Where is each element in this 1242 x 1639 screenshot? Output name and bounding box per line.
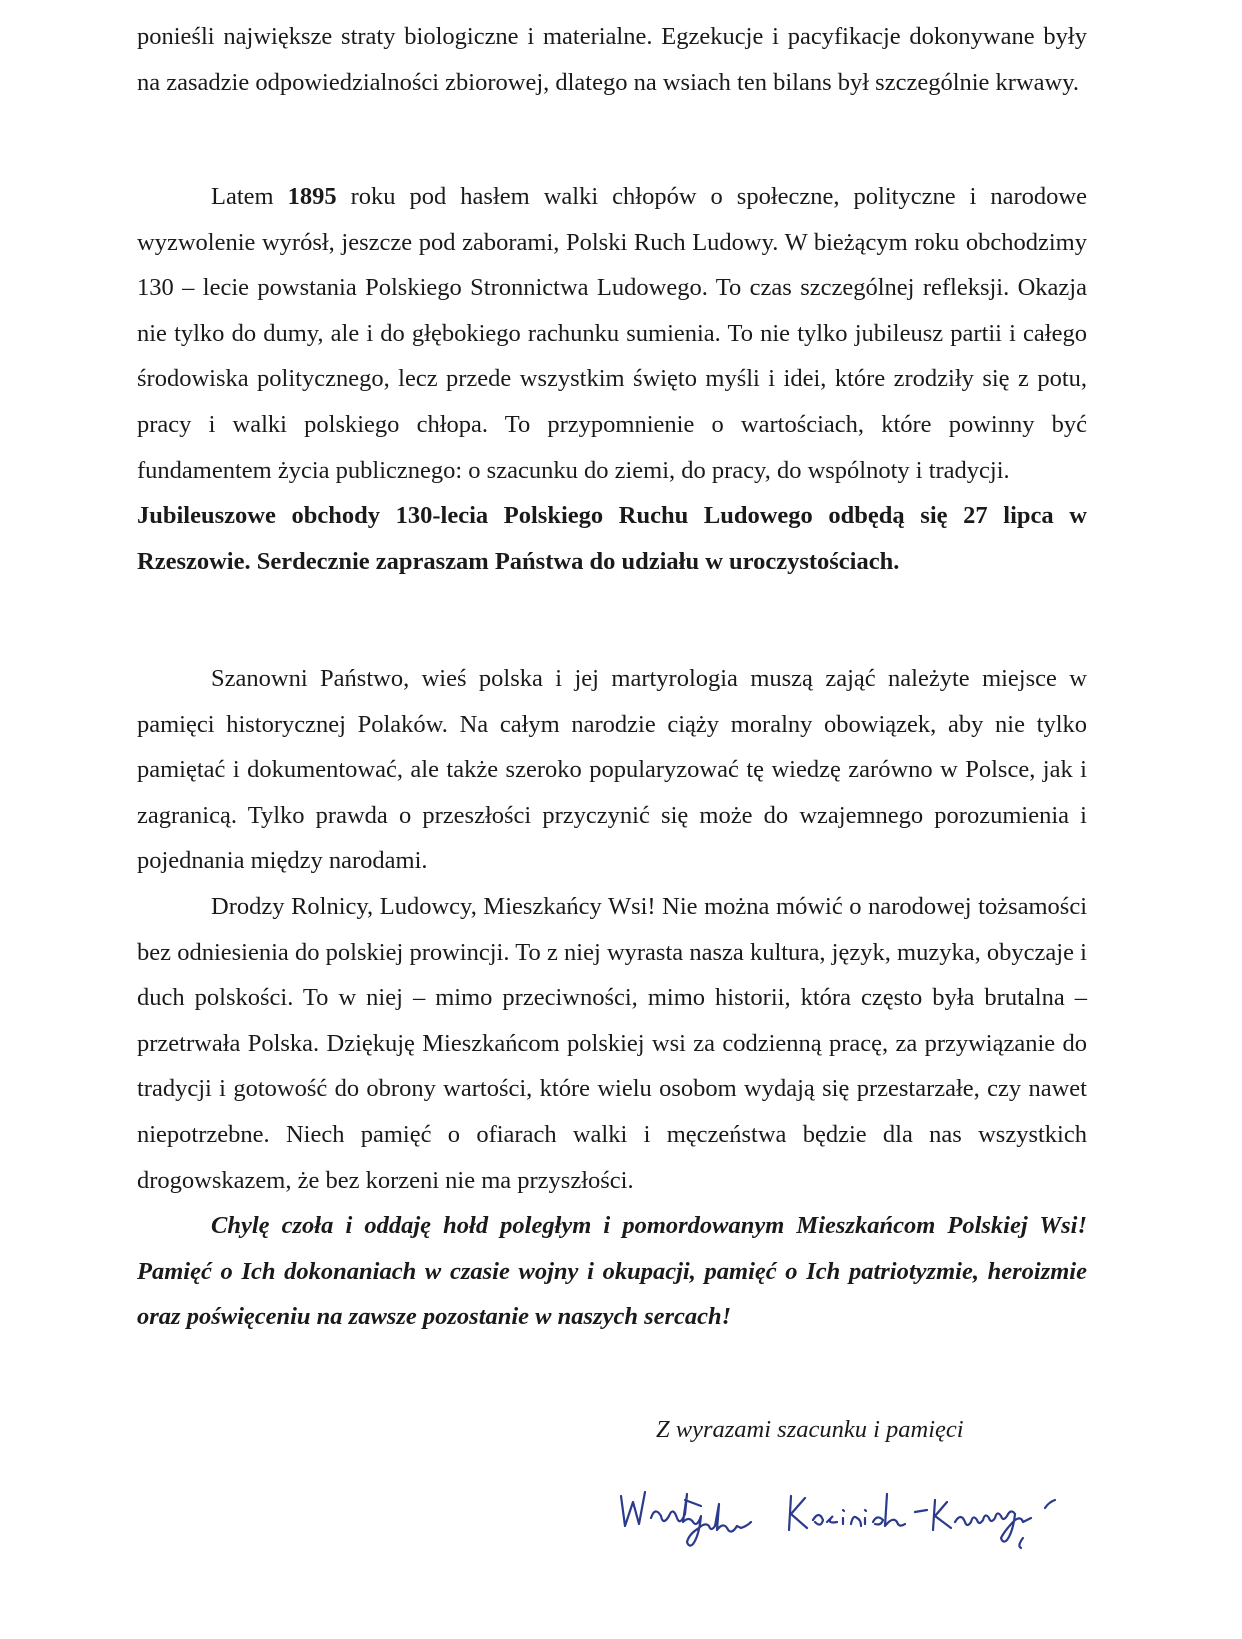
closing-formula: Z wyrazami szacunku i pamięci xyxy=(656,1416,964,1443)
paragraph-1 xyxy=(137,14,1087,105)
paragraph-2-body: roku pod hasłem walki chłopów o społeczne, polityczne i narodowe wyzwolenie wyrósł, jeszcze pod zaborami, Polski Ruch Ludowy. W bieżącym roku obchodzimy 130 – lecie powstania Polskiego Stronnictwa Ludowego. To czas szczególnej refleksji. Okazja nie tylko do dumy, ale i do głębokiego rachunku sumienia. To nie tylko jubileusz partii i całego środowiska politycznego, lecz przede wszystkim święto myśli i idei, które zrodziły się z potu, pracy i walki polskiego chłopa. To przypomnienie o wartościach, które powinny być fundamentem życia publicznego: o szacunku do ziemi, do pracy, do wspólnoty i tradycji. xyxy=(137,183,1087,484)
tribute-text: Chylę czoła i oddaję hołd poległym i pomordowanym Mieszkańcom Polskiej Wsi! Pamięć o Ich dokonaniach w czasie wojny i okupacji, pamięć o Ich patriotyzmie, heroizmie oraz poświęceniu na zawsze pozostanie w naszych sercach! xyxy=(137,1212,1087,1331)
paragraph-2-text xyxy=(137,174,1087,493)
handwritten-signature xyxy=(615,1478,1105,1558)
paragraph-3 xyxy=(137,656,1087,1340)
paragraph-2-year: 1895 xyxy=(287,183,337,210)
paragraph-1-text: ponieśli największe straty biologiczne i materialne. Egzekucje i pacyfikacje dokonywane były na zasadzie odpowiedzialności zbiorowej, dlatego na wsiach ten bilans był szczególnie krwawy. xyxy=(137,23,1087,96)
jubilee-announcement: Jubileuszowe obchody 130-lecia Polskiego Ruchu Ludowego odbędą się 27 lipca w Rzeszowie. Serdecznie zapraszam Państwa do udziału w uroczystościach. xyxy=(137,502,1087,575)
paragraph-2 xyxy=(137,174,1087,584)
paragraph-2-lead: Latem xyxy=(211,183,288,210)
paragraph-4-text: Drodzy Rolnicy, Ludowcy, Mieszkańcy Wsi! Nie można mówić o narodowej tożsamości bez odniesienia do polskiej prowincji. To z niej wyrasta nasza kultura, język, muzyka, obyczaje i duch polskości. To w niej – mimo przeciwności, mimo historii, która często była brutalna – przetrwała Polska. Dziękuję Mieszkańcom polskiej wsi za codzienną pracę, za przywiązanie do tradycji i gotowość do obrony wartości, które wielu osobom wydają się przestarzałe, czy nawet niepotrzebne. Niech pamięć o ofiarach walki i męczeństwa będzie dla nas wszystkich drogowskazem, że bez korzeni nie ma przyszłości. xyxy=(137,892,1087,1194)
paragraph-3-text: Szanowni Państwo, wieś polska i jej martyrologia muszą zająć należyte miejsce w pamięci historycznej Polaków. Na całym narodzie ciąży moralny obowiązek, aby nie tylko pamiętać i dokumentować, ale także szeroko popularyzować tę wiedzę zarówno w Polsce, jak i zagranicą. Tylko prawda o przeszłości przyczynić się może do wzajemnego porozumienia i pojednania między narodami. xyxy=(137,665,1087,875)
